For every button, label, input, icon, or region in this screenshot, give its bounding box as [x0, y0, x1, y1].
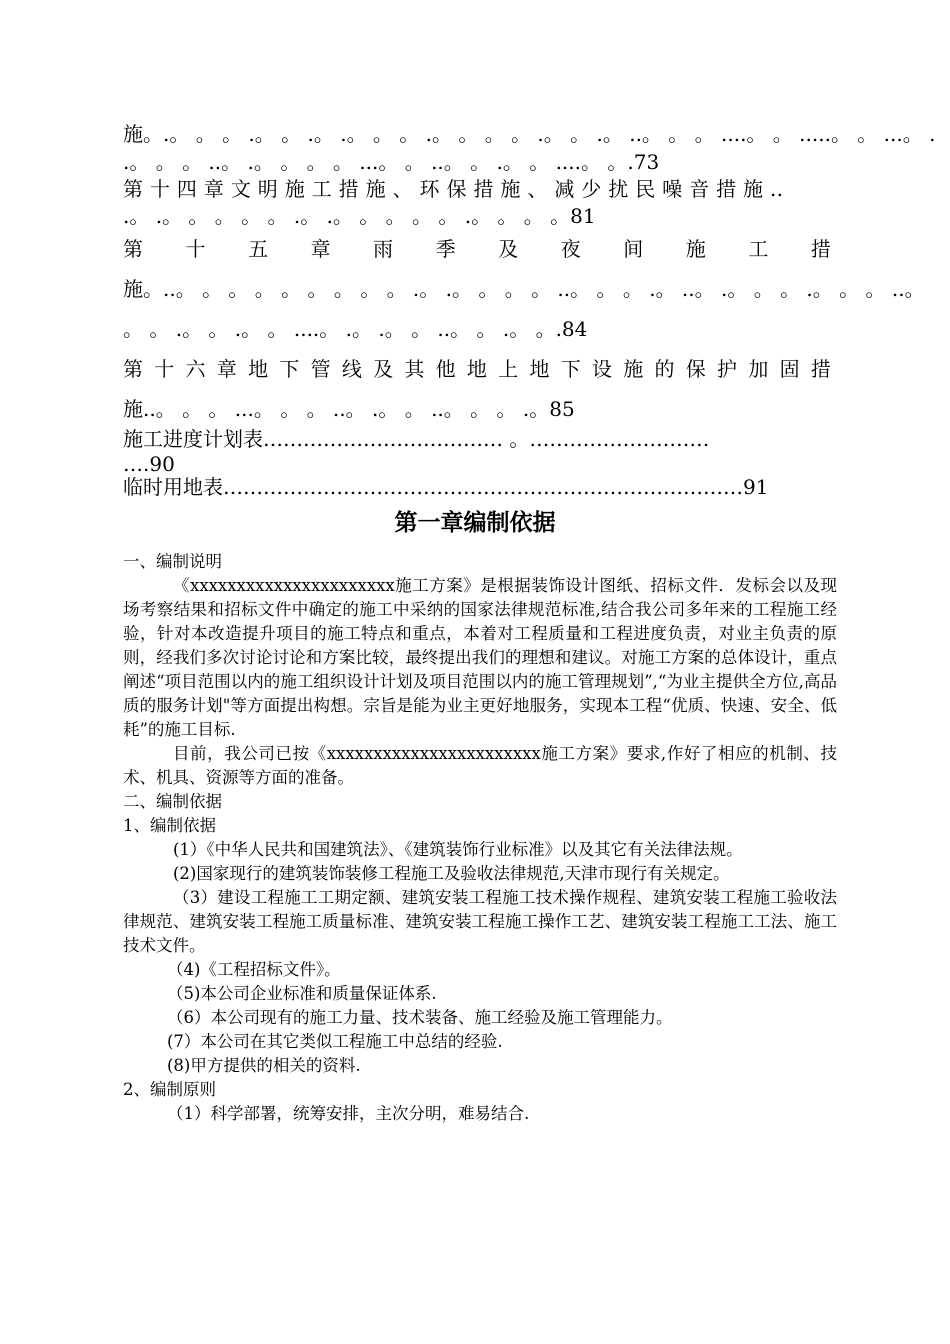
- toc-char: 章: [216, 357, 237, 381]
- toc-char: 雨: [373, 237, 394, 261]
- toc-char: 护: [717, 357, 738, 381]
- toc-char: 十: [185, 237, 206, 261]
- toc-char: 地: [529, 357, 550, 381]
- paragraph-p10: （5)本公司企业标准和质量保证体系.: [167, 984, 437, 1003]
- paragraph-p14: 2、编制原则: [123, 1080, 216, 1099]
- body-text: [123, 550, 837, 1126]
- toc-entry-line: .。 。 。 ..。 .。 。 。 。 ...。 。 ..。 。 .。 。 ....。 。.73: [123, 150, 660, 174]
- toc-char: 下: [279, 357, 300, 381]
- toc-char: 保: [685, 357, 706, 381]
- paragraph-p12: (7）本公司在其它类似工程施工中总结的经验.: [167, 1032, 503, 1051]
- toc-char: 及: [498, 237, 519, 261]
- toc-char: 地: [466, 357, 487, 381]
- toc-entry-ch14: 第 十 四 章 文 明 施 工 措 施 、 环 保 措 施 、 减 少 扰 民 噪 音 措 施 ..: [123, 177, 784, 201]
- toc-entry-ch15: [123, 236, 831, 262]
- paragraph-p15: （1）科学部署，统筹安排，主次分明，难易结合.: [167, 1104, 530, 1123]
- toc-entry-line: .。 .。 。 。 。 。 .。 .。 。 。 。 。 .。 。 。 。81: [123, 204, 596, 228]
- toc-entry-line: ….90: [123, 452, 175, 476]
- toc-char: 工: [748, 237, 769, 261]
- paragraph-p7: (2)国家现行的建筑装饰装修工程施工及验收法律规范,天津市现行有关规定。: [173, 864, 730, 883]
- paragraph-p13: (8)甲方提供的相关的资料.: [167, 1056, 361, 1075]
- toc-char: 第: [123, 237, 143, 261]
- toc-entry-line: 。 。 .。 。 .。 。 ....。 .。 .。 。 ..。 。 .。 。.84: [123, 317, 588, 341]
- paragraph-p4: 二、编制依据: [123, 792, 222, 811]
- paragraph-p9: （4)《工程招标文件》。: [167, 960, 341, 979]
- paragraph-p2: 《xxxxxxxxxxxxxxxxxxxxxx施工方案》是根据装饰设计图纸、招标文件．发标会以及现场考察结果和招标文件中确定的施工中采纳的国家法律规范标准,结合我公司多年来的工程施工经验，针对本改造提升项目的施工特点和重点，本着对工程质量和工程进度负责，对业主负责的原则，经我们多次讨论讨论和方案比较，最终提出我们的理想和建议。对施工方案的总体设计，重点阐述“项目范围以内的施工组织设计计划及项目范围以内的施工管理规划”,“为业主提供全方位,高品质的服务计划"等方面提出构想。宗旨是能为业主更好地服务，实现本工程“优质、快速、安全、低耗”的施工目标.: [123, 576, 837, 739]
- paragraph-p11: （6）本公司现有的施工力量、技术装备、施工经验及施工管理能力。: [167, 1008, 673, 1027]
- toc-char: 施: [623, 357, 644, 381]
- toc-char: 线: [341, 357, 362, 381]
- toc-entry-temp-land: 临时用地表……………………………………………………………………91: [123, 475, 769, 499]
- paragraph-p5: 1、编制依据: [123, 816, 216, 835]
- toc-entry-ch16: [123, 356, 831, 382]
- toc-entry-schedule: 施工进度计划表……………………………… 。………………………: [123, 427, 710, 451]
- paragraph-p6: (1）《中华人民共和国建筑法》、《建筑装饰行业标准》以及其它有关法律法规。: [173, 840, 743, 859]
- paragraph-p8: （3）建设工程施工工期定额、建筑安装工程施工技术操作规程、建筑安装工程施工验收法律规范、建筑安装工程施工质量标准、建筑安装工程施工操作工艺、建筑安装工程施工工法、施工技术文件。: [123, 888, 837, 955]
- toc-char: 其: [404, 357, 425, 381]
- toc-char: 措: [810, 237, 831, 261]
- toc-char: 措: [810, 357, 831, 381]
- toc-char: 章: [310, 237, 331, 261]
- toc-entry-line: 施。..。 。 。 。 。 。 。 。 。 .。 .。 。 。 。 ..。 。 。 .。 ..。 .。 。 。 .。 。 。 ..。: [123, 277, 925, 301]
- toc-char: 加: [748, 357, 769, 381]
- toc-char: 下: [560, 357, 581, 381]
- paragraph-p1: 一、编制说明: [123, 552, 222, 571]
- paragraph-p3: 目前，我公司已按《xxxxxxxxxxxxxxxxxxxxxxx施工方案》要求,作好了相应的机制、技术、机具、资源等方面的准备。: [123, 744, 837, 787]
- toc-char: 设: [591, 357, 612, 381]
- toc-char: 固: [779, 357, 800, 381]
- toc-char: 夜: [560, 237, 581, 261]
- toc-entry-line: 施..。 。 。 ...。 。 。 ..。 .。 。 ..。 。 。 .。85: [123, 397, 575, 421]
- toc-char: 的: [654, 357, 675, 381]
- toc-entry-line: 施。.。 。 。 .。 。 .。 .。 。 。 .。 。 。 。 .。 。 .。 ..。 。 。 ....。 。 .....。 。 ...。 .: [123, 122, 936, 146]
- toc-char: 第: [123, 357, 143, 381]
- toc-char: 管: [310, 357, 331, 381]
- toc-char: 地: [248, 357, 269, 381]
- toc-char: 季: [435, 237, 456, 261]
- toc-char: 五: [248, 237, 269, 261]
- toc-char: 六: [185, 357, 206, 381]
- toc-char: 十: [154, 357, 175, 381]
- toc-char: 他: [435, 357, 456, 381]
- toc-char: 上: [498, 357, 519, 381]
- chapter-title: 第一章编制依据: [394, 510, 556, 536]
- toc-char: 施: [685, 237, 706, 261]
- toc-char: 间: [623, 237, 644, 261]
- toc-char: 及: [373, 357, 394, 381]
